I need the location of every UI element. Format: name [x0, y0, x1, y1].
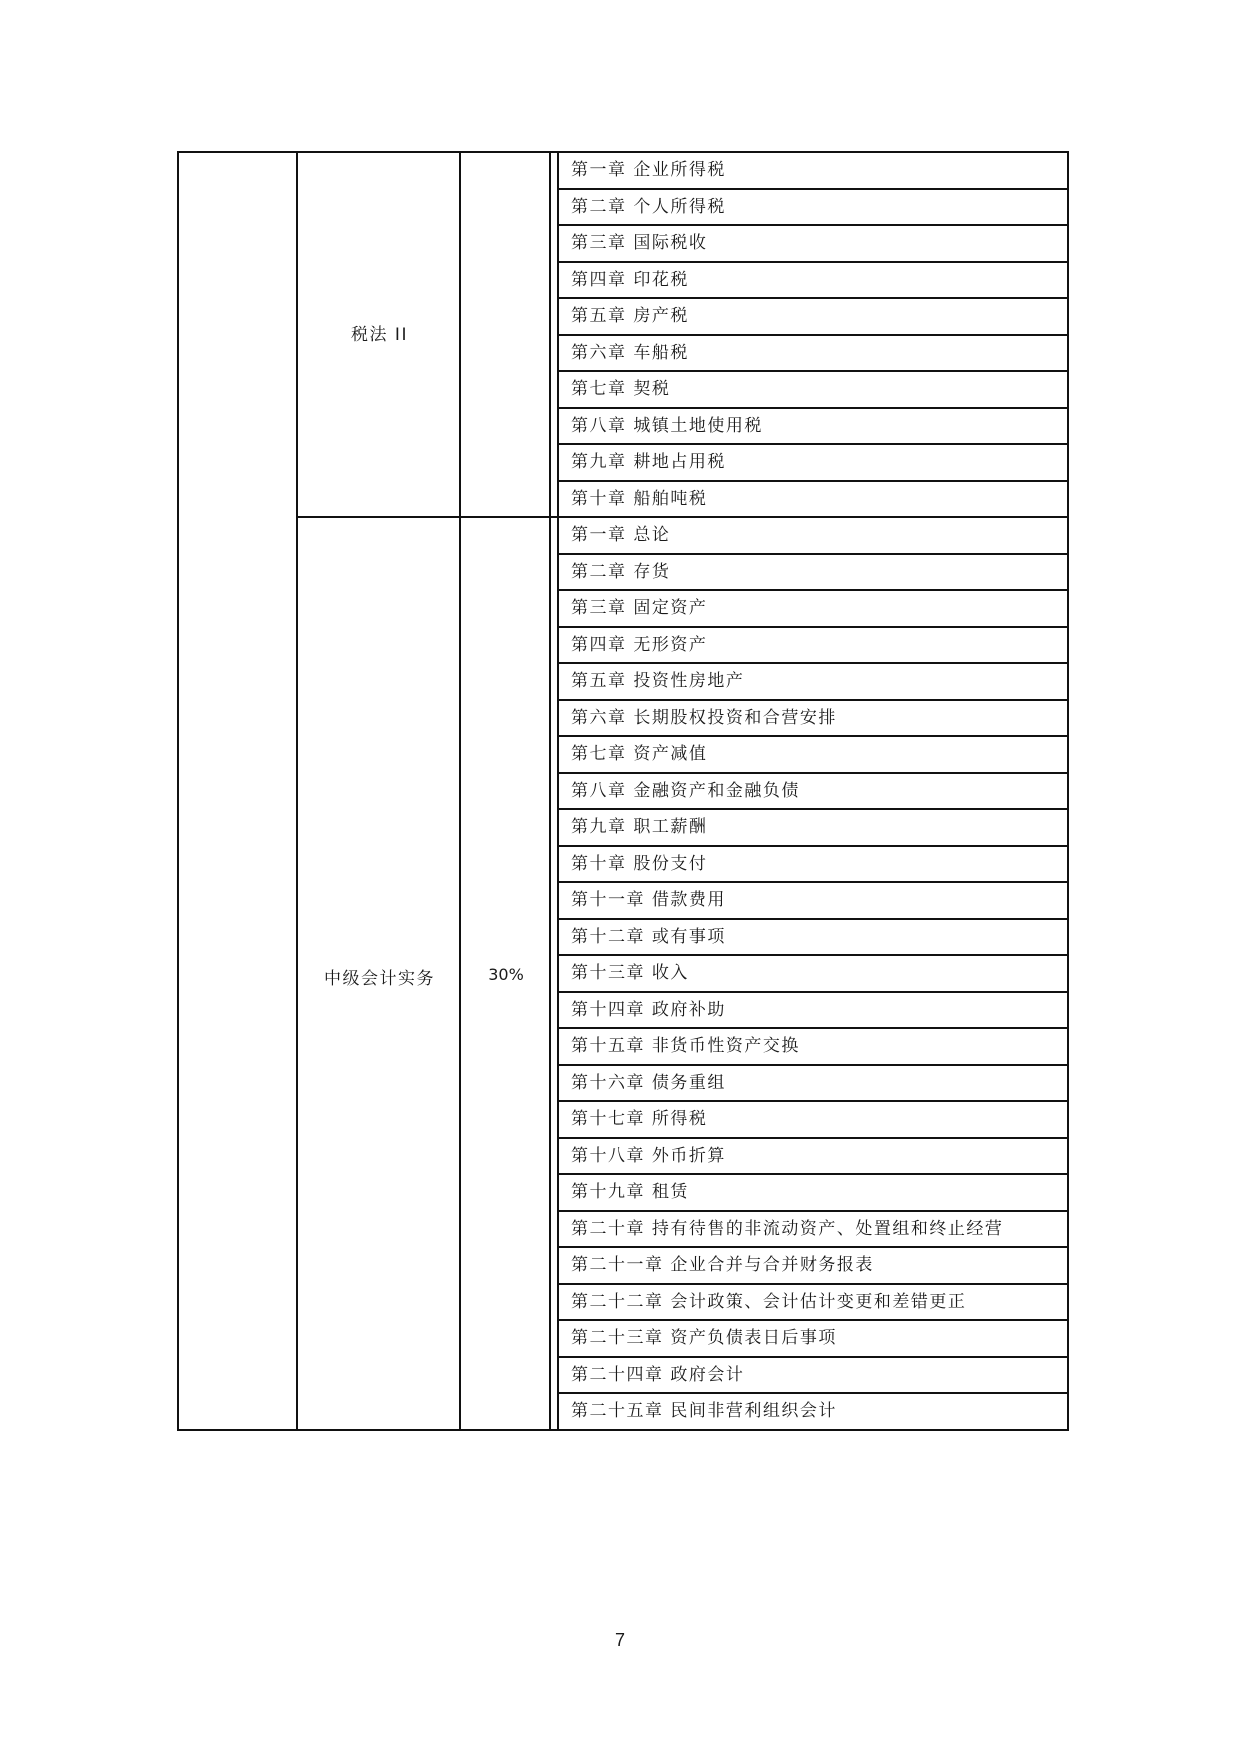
chapter-row: 第十二章 或有事项: [559, 920, 1067, 957]
chapter-row: 第二十二章 会计政策、会计估计变更和差错更正: [559, 1285, 1067, 1322]
chapter-row: 第六章 车船税: [559, 336, 1067, 373]
chapter-row: 第二十章 持有待售的非流动资产、处置组和终止经营: [559, 1212, 1067, 1249]
subject-tax-law-2: 税法 II: [351, 325, 408, 345]
chapter-row: 第二十三章 资产负债表日后事项: [559, 1321, 1067, 1358]
chapter-row: 第九章 职工薪酬: [559, 810, 1067, 847]
chapter-row: 第二章 个人所得税: [559, 190, 1067, 227]
chapter-row: 第二十一章 企业合并与合并财务报表: [559, 1248, 1067, 1285]
page-number: 7: [614, 1630, 625, 1650]
chapter-row: 第十一章 借款费用: [559, 883, 1067, 920]
chapter-row: 第十七章 所得税: [559, 1102, 1067, 1139]
chapter-row: 第十章 船舶吨税: [559, 482, 1067, 519]
chapter-row: 第八章 金融资产和金融负债: [559, 774, 1067, 811]
chapter-row: 第十六章 债务重组: [559, 1066, 1067, 1103]
chapter-list: [559, 153, 1067, 1429]
chapter-row: 第四章 印花税: [559, 263, 1067, 300]
chapter-row: 第七章 资产减值: [559, 737, 1067, 774]
chapter-row: 第二章 存货: [559, 555, 1067, 592]
chapter-row: 第五章 房产税: [559, 299, 1067, 336]
chapter-row: 第十三章 收入: [559, 956, 1067, 993]
chapter-row: 第三章 固定资产: [559, 591, 1067, 628]
chapter-row: 第九章 耕地占用税: [559, 445, 1067, 482]
chapter-row: 第一章 总论: [559, 518, 1067, 555]
chapter-row: 第一章 企业所得税: [559, 153, 1067, 190]
weight-intermediate-accounting: 30%: [488, 965, 524, 984]
section-divider: [298, 516, 559, 518]
chapter-row: 第十章 股份支付: [559, 847, 1067, 884]
subject-intermediate-accounting: 中级会计实务: [324, 969, 435, 989]
chapter-row: 第十八章 外币折算: [559, 1139, 1067, 1176]
weight-column: [461, 153, 551, 1429]
chapter-row: 第五章 投资性房地产: [559, 664, 1067, 701]
chapter-row: 第六章 长期股权投资和合营安排: [559, 701, 1067, 738]
category-column: [179, 153, 298, 1429]
spacer-column: [551, 153, 559, 1429]
chapter-row: 第八章 城镇土地使用税: [559, 409, 1067, 446]
chapter-row: 第二十五章 民间非营利组织会计: [571, 1401, 837, 1421]
curriculum-table: [177, 151, 1069, 1431]
chapter-row: 第二十四章 政府会计: [559, 1358, 1067, 1395]
chapter-row: 第十四章 政府补助: [559, 993, 1067, 1030]
chapter-row: 第十五章 非货币性资产交换: [559, 1029, 1067, 1066]
chapter-row: 第十九章 租赁: [559, 1175, 1067, 1212]
chapter-row: 第四章 无形资产: [559, 628, 1067, 665]
chapter-row: 第三章 国际税收: [559, 226, 1067, 263]
chapter-row: 第七章 契税: [559, 372, 1067, 409]
